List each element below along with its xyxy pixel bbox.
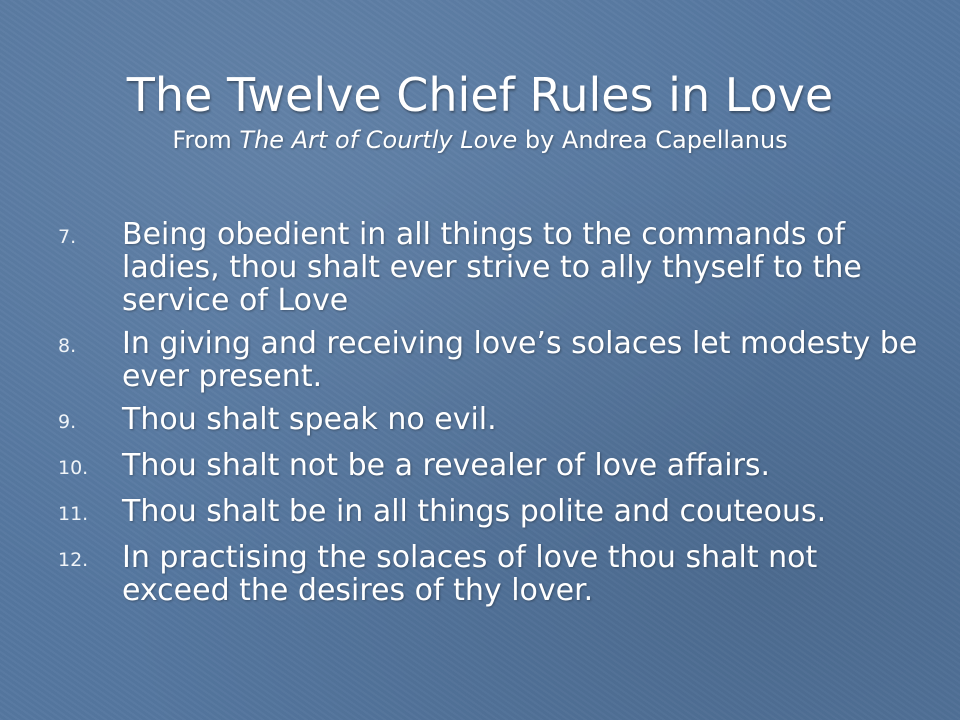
rule-number: 10.	[58, 457, 89, 479]
rule-item	[58, 449, 918, 485]
subtitle-suffix: by Andrea Capellanus	[517, 126, 788, 154]
subtitle-work-title: The Art of Courtly Love	[239, 126, 518, 154]
rule-text: Thou shalt speak no evil.	[122, 402, 497, 437]
rule-text: In practising the solaces of love thou shalt not exceed the desires of thy lover.	[122, 540, 818, 608]
rule-text: In giving and receiving love’s solaces let modesty be ever present.	[122, 326, 918, 394]
rule-text: Thou shalt not be a revealer of love affairs.	[122, 448, 771, 483]
slide-title: The Twelve Chief Rules in Love	[126, 68, 834, 122]
rule-item	[58, 327, 918, 393]
rule-number: 11.	[58, 503, 89, 525]
rule-item	[58, 403, 918, 439]
rule-text: Thou shalt be in all things polite and couteous.	[122, 494, 827, 529]
rule-item	[58, 541, 918, 607]
rule-item	[58, 495, 918, 531]
rule-text: Being obedient in all things to the commands of ladies, thou shalt ever strive to ally thyself to the service of Love	[122, 217, 862, 318]
title-block	[0, 66, 960, 156]
subtitle-prefix: From	[172, 126, 240, 154]
rule-number: 7.	[58, 226, 77, 248]
rule-number: 12.	[58, 549, 89, 571]
slide-subtitle	[0, 124, 960, 156]
rule-number: 8.	[58, 335, 77, 357]
rules-list	[58, 218, 918, 617]
rule-item	[58, 218, 918, 317]
rule-number: 9.	[58, 411, 77, 433]
